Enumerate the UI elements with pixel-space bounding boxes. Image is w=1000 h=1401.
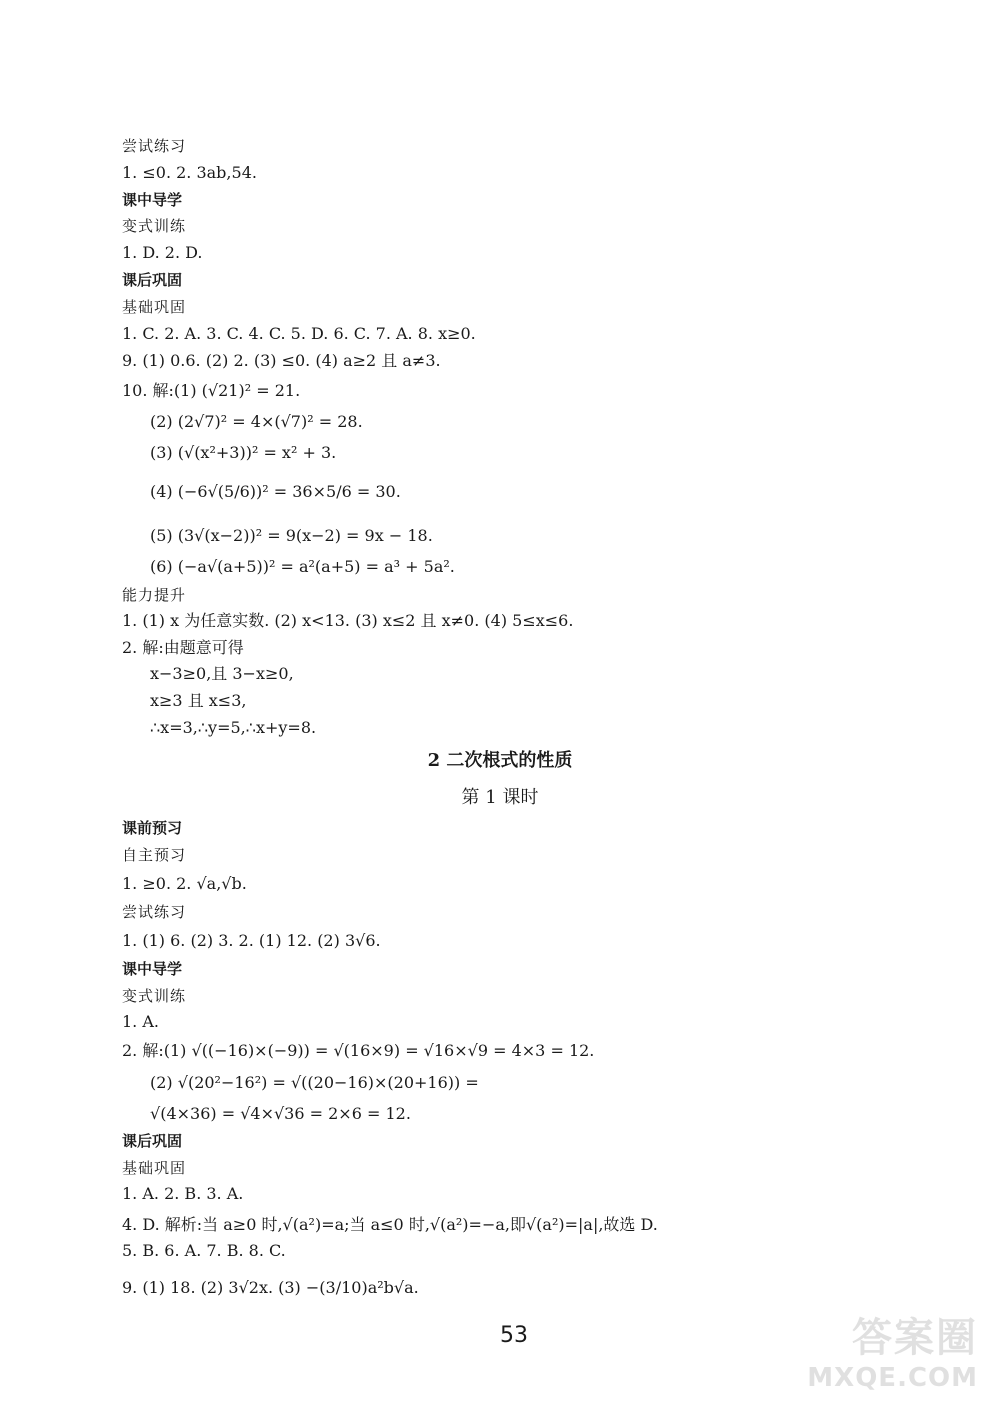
answer-line: 1. (1) x 为任意实数. (2) x<13. (3) x≤2 且 x≠0. (4) 5≤x≤6. (122, 611, 574, 630)
answer-line: 1. A. 2. B. 3. A. (122, 1184, 244, 1203)
answer-line: 1. ≤0. 2. 3ab,54. (122, 163, 257, 182)
section-heading: 尝试练习 (122, 137, 187, 155)
answer-line: 1. (1) 6. (2) 3. 2. (1) 12. (2) 3√6. (122, 931, 381, 950)
answer-line: (4) (−6√(5/6))² = 36×5/6 = 30. (150, 482, 401, 501)
answer-line: (5) (3√(x−2))² = 9(x−2) = 9x − 18. (150, 526, 433, 545)
answer-line: 2. 解:(1) √((−16)×(−9)) = √(16×9) = √16×√9 = 4×3 = 12. (122, 1041, 595, 1060)
answer-line: (3) (√(x²+3))² = x² + 3. (150, 443, 337, 462)
section-heading: 尝试练习 (122, 903, 187, 921)
section-heading: 变式训练 (122, 217, 187, 235)
chapter-title: 2 二次根式的性质 (427, 750, 573, 771)
watermark-title: 答案圈 (852, 1315, 978, 1361)
answer-line: 1. D. 2. D. (122, 243, 203, 262)
section-heading: 基础巩固 (122, 1159, 187, 1177)
answer-line: 4. D. 解析:当 a≥0 时,√(a²)=a;当 a≤0 时,√(a²)=−a,即√(a²)=|a|,故选 D. (122, 1215, 658, 1234)
answer-line: 1. C. 2. A. 3. C. 4. C. 5. D. 6. C. 7. A. 8. x≥0. (122, 324, 476, 343)
answer-line: x≥3 且 x≤3, (150, 691, 247, 710)
answer-line: 9. (1) 0.6. (2) 2. (3) ≤0. (4) a≥2 且 a≠3. (122, 351, 441, 370)
section-heading: 课前预习 (122, 819, 183, 837)
lesson-title: 第 1 课时 (461, 787, 539, 808)
answer-line: ∴x=3,∴y=5,∴x+y=8. (150, 718, 317, 737)
section-heading: 课后巩固 (122, 1132, 183, 1150)
answer-line: 9. (1) 18. (2) 3√2x. (3) −(3/10)a²b√a. (122, 1278, 419, 1297)
page-number: 53 (500, 1323, 528, 1348)
answer-line: 10. 解:(1) (√21)² = 21. (122, 381, 301, 400)
section-heading: 自主预习 (122, 846, 187, 864)
answer-line: 5. B. 6. A. 7. B. 8. C. (122, 1241, 286, 1260)
section-heading: 课后巩固 (122, 271, 183, 289)
answer-line: √(4×36) = √4×√36 = 2×6 = 12. (150, 1104, 411, 1123)
answer-line: (6) (−a√(a+5))² = a²(a+5) = a³ + 5a². (150, 557, 455, 576)
section-heading: 变式训练 (122, 987, 187, 1005)
section-heading: 课中导学 (122, 191, 183, 209)
section-heading: 基础巩固 (122, 298, 187, 316)
answer-line: 1. ≥0. 2. √a,√b. (122, 874, 247, 893)
answer-line: 2. 解:由题意可得 (122, 638, 244, 657)
answer-line: (2) (2√7)² = 4×(√7)² = 28. (150, 412, 363, 431)
watermark-url: MXQE.COM (807, 1363, 978, 1393)
answer-line: x−3≥0,且 3−x≥0, (150, 664, 294, 683)
answer-line: (2) √(20²−16²) = √((20−16)×(20+16)) = (150, 1073, 479, 1092)
section-heading: 课中导学 (122, 960, 183, 978)
answer-line: 1. A. (122, 1012, 159, 1031)
section-heading: 能力提升 (122, 586, 187, 604)
watermark-logo (807, 1306, 978, 1393)
